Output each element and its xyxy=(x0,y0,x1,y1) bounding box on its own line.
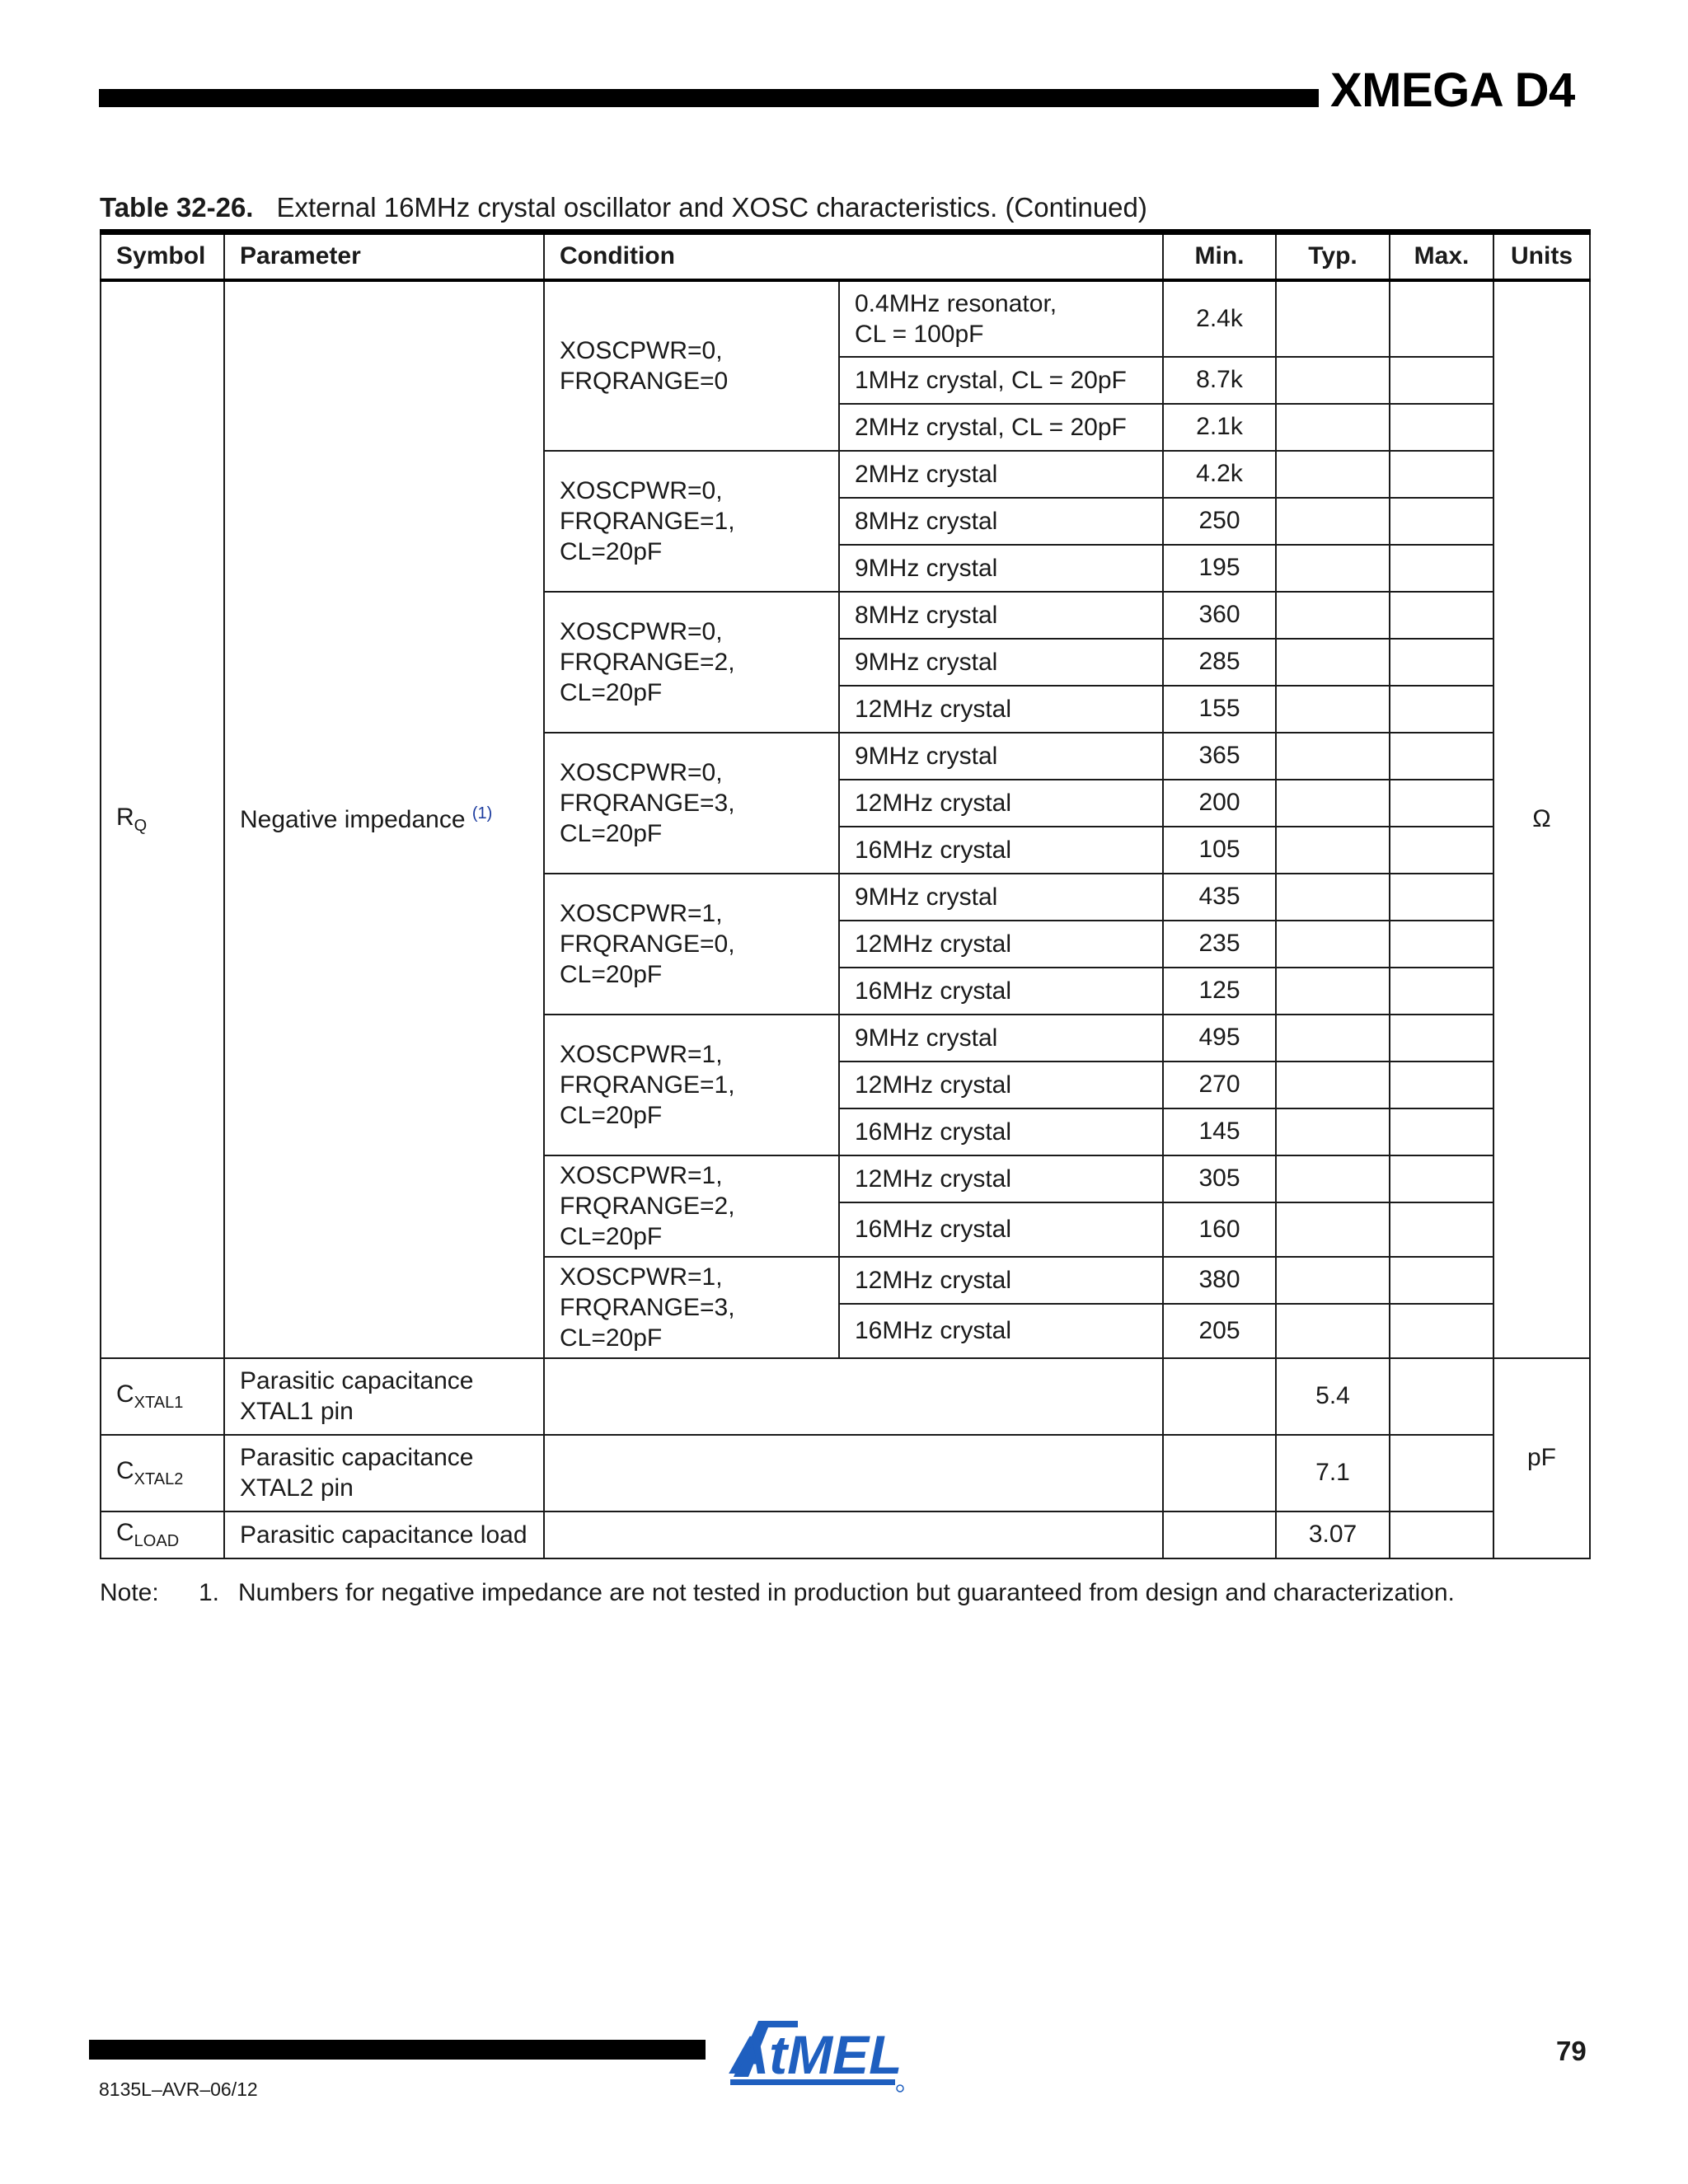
symbol-main: C xyxy=(116,1456,134,1484)
table-header-row xyxy=(101,232,1590,280)
typ-cell xyxy=(1276,874,1390,921)
typ-cell xyxy=(1276,1015,1390,1062)
min-cell: 305 xyxy=(1163,1155,1276,1202)
cell-line: 16MHz crystal xyxy=(855,836,1012,864)
parameter-cell xyxy=(224,1511,544,1558)
min-cell: 380 xyxy=(1163,1257,1276,1304)
typ-cell xyxy=(1276,357,1390,404)
condition-detail-cell xyxy=(839,780,1163,827)
cell-line: FRQRANGE=3, xyxy=(560,1293,735,1321)
typ-cell xyxy=(1276,1304,1390,1358)
cell-line: CL = 100pF xyxy=(855,320,984,348)
condition-detail-cell xyxy=(839,1062,1163,1108)
max-cell xyxy=(1390,451,1493,498)
cell-line: 9MHz crystal xyxy=(855,742,998,770)
max-cell xyxy=(1390,592,1493,639)
note-reference: (1) xyxy=(471,804,493,823)
max-cell xyxy=(1390,733,1493,780)
cell-line: FRQRANGE=1, xyxy=(560,507,735,535)
cell-line: CL=20pF xyxy=(560,819,663,847)
table-row xyxy=(101,1435,1590,1511)
symbol-cell xyxy=(101,1358,224,1435)
cell-line: XOSCPWR=0, xyxy=(560,336,723,364)
symbol-subscript: XTAL2 xyxy=(134,1469,184,1488)
header-parameter: Parameter xyxy=(224,232,544,280)
min-cell: 105 xyxy=(1163,827,1276,874)
table-caption-label: Table 32-26. xyxy=(100,192,254,223)
max-cell xyxy=(1390,1435,1493,1511)
cell-line: Parasitic capacitance load xyxy=(240,1521,528,1549)
symbol-cell xyxy=(101,280,224,1358)
cell-line: 9MHz crystal xyxy=(855,1024,998,1052)
max-cell xyxy=(1390,280,1493,357)
min-cell: 155 xyxy=(1163,686,1276,733)
typ-cell xyxy=(1276,498,1390,545)
header-rule xyxy=(99,89,1319,107)
note-number: 1. xyxy=(199,1579,220,1606)
typ-cell xyxy=(1276,1257,1390,1304)
condition-group-cell xyxy=(544,451,839,592)
condition-group-cell xyxy=(544,592,839,733)
symbol-subscript: Q xyxy=(134,816,148,835)
min-cell: 8.7k xyxy=(1163,357,1276,404)
typ-cell: 5.4 xyxy=(1276,1358,1390,1435)
condition-detail-cell xyxy=(839,686,1163,733)
condition-cell xyxy=(544,1511,1163,1558)
min-cell: 235 xyxy=(1163,921,1276,968)
table-note xyxy=(100,1579,1455,1607)
symbol-subscript: XTAL1 xyxy=(134,1393,184,1412)
cell-line: CL=20pF xyxy=(560,960,663,988)
cell-line: 12MHz crystal xyxy=(855,695,1012,723)
condition-detail-cell xyxy=(839,874,1163,921)
cell-line: CL=20pF xyxy=(560,1101,663,1129)
cell-line: 9MHz crystal xyxy=(855,554,998,582)
max-cell xyxy=(1390,498,1493,545)
cell-line: Parasitic capacitance xyxy=(240,1367,474,1394)
condition-detail-cell xyxy=(839,1257,1163,1304)
cell-line: CL=20pF xyxy=(560,1324,663,1352)
cell-line: 9MHz crystal xyxy=(855,883,998,911)
max-cell xyxy=(1390,1015,1493,1062)
typ-cell xyxy=(1276,404,1390,451)
min-cell: 250 xyxy=(1163,498,1276,545)
min-cell: 205 xyxy=(1163,1304,1276,1358)
cell-line: Parasitic capacitance xyxy=(240,1444,474,1471)
condition-detail-cell xyxy=(839,921,1163,968)
cell-line: 12MHz crystal xyxy=(855,1266,1012,1294)
note-text: Numbers for negative impedance are not tested in production but guaranteed from design and characterization. xyxy=(238,1579,1455,1606)
table-row xyxy=(101,1511,1590,1558)
min-cell: 125 xyxy=(1163,968,1276,1015)
header-units: Units xyxy=(1493,232,1590,280)
symbol-main: R xyxy=(116,803,134,831)
symbol-cell xyxy=(101,1511,224,1558)
condition-detail-cell xyxy=(839,545,1163,592)
cell-line: 12MHz crystal xyxy=(855,1165,1012,1193)
cell-line: 8MHz crystal xyxy=(855,601,998,629)
min-cell: 4.2k xyxy=(1163,451,1276,498)
min-cell: 285 xyxy=(1163,639,1276,686)
header-symbol: Symbol xyxy=(101,232,224,280)
typ-cell xyxy=(1276,1108,1390,1155)
symbol-subscript: LOAD xyxy=(134,1531,180,1550)
table-row xyxy=(101,1358,1590,1435)
header-min: Min. xyxy=(1163,232,1276,280)
condition-cell xyxy=(544,1358,1163,1435)
cell-line: CL=20pF xyxy=(560,537,663,565)
cell-line: 16MHz crystal xyxy=(855,1216,1012,1243)
typ-cell xyxy=(1276,686,1390,733)
max-cell xyxy=(1390,874,1493,921)
symbol-cell xyxy=(101,1435,224,1511)
cell-line: 12MHz crystal xyxy=(855,1071,1012,1099)
max-cell xyxy=(1390,404,1493,451)
cell-line: CL=20pF xyxy=(560,678,663,706)
cell-line: 16MHz crystal xyxy=(855,1118,1012,1146)
page-number: 79 xyxy=(1556,2036,1587,2066)
cell-line: 16MHz crystal xyxy=(855,1317,1012,1344)
cell-line: XOSCPWR=1, xyxy=(560,899,723,927)
condition-detail-cell xyxy=(839,1015,1163,1062)
typ-cell xyxy=(1276,1155,1390,1202)
condition-detail-cell xyxy=(839,733,1163,780)
condition-detail-cell xyxy=(839,1304,1163,1358)
condition-group-cell xyxy=(544,733,839,874)
max-cell xyxy=(1390,1511,1493,1558)
typ-cell xyxy=(1276,780,1390,827)
typ-cell xyxy=(1276,968,1390,1015)
table-caption-title: External 16MHz crystal oscillator and XOSC characteristics. (Continued) xyxy=(276,192,1147,223)
units-cell: Ω xyxy=(1493,280,1590,1358)
cell-line: 12MHz crystal xyxy=(855,930,1012,958)
typ-cell xyxy=(1276,1062,1390,1108)
condition-group-cell xyxy=(544,1155,839,1257)
page-header-title: XMEGA D4 xyxy=(1330,63,1575,117)
max-cell xyxy=(1390,1202,1493,1257)
max-cell xyxy=(1390,1304,1493,1358)
cell-line: XTAL2 pin xyxy=(240,1474,354,1502)
min-cell: 270 xyxy=(1163,1062,1276,1108)
cell-line: FRQRANGE=1, xyxy=(560,1071,735,1099)
condition-detail-cell xyxy=(839,968,1163,1015)
cell-line: FRQRANGE=0, xyxy=(560,930,735,958)
max-cell xyxy=(1390,639,1493,686)
table-caption xyxy=(100,192,1147,223)
condition-cell xyxy=(544,1435,1163,1511)
cell-line: FRQRANGE=3, xyxy=(560,789,735,817)
max-cell xyxy=(1390,357,1493,404)
max-cell xyxy=(1390,1358,1493,1435)
cell-line: 1MHz crystal, CL = 20pF xyxy=(855,366,1127,394)
condition-detail-cell xyxy=(839,592,1163,639)
cell-line: 16MHz crystal xyxy=(855,977,1012,1005)
condition-detail-cell xyxy=(839,639,1163,686)
max-cell xyxy=(1390,1257,1493,1304)
typ-cell: 3.07 xyxy=(1276,1511,1390,1558)
document-id: 8135L–AVR–06/12 xyxy=(99,2079,258,2100)
footer-rule xyxy=(89,2040,706,2060)
condition-group-cell xyxy=(544,1257,839,1358)
min-cell: 160 xyxy=(1163,1202,1276,1257)
min-cell: 2.4k xyxy=(1163,280,1276,357)
cell-line: 2MHz crystal, CL = 20pF xyxy=(855,413,1127,441)
cell-line: XTAL1 pin xyxy=(240,1398,354,1425)
logo-wordmark: AtMEL xyxy=(729,2024,903,2085)
condition-detail-cell xyxy=(839,827,1163,874)
typ-cell xyxy=(1276,827,1390,874)
condition-detail-cell xyxy=(839,1155,1163,1202)
typ-cell xyxy=(1276,280,1390,357)
note-label: Note: xyxy=(100,1579,159,1606)
min-cell: 2.1k xyxy=(1163,404,1276,451)
max-cell xyxy=(1390,545,1493,592)
cell-line: XOSCPWR=0, xyxy=(560,617,723,645)
spec-table xyxy=(100,229,1591,1559)
min-cell: 360 xyxy=(1163,592,1276,639)
condition-detail-cell xyxy=(839,1108,1163,1155)
parameter-text: Negative impedance xyxy=(240,806,472,833)
min-cell xyxy=(1163,1435,1276,1511)
min-cell xyxy=(1163,1358,1276,1435)
header-max: Max. xyxy=(1390,232,1493,280)
condition-group-cell xyxy=(544,280,839,451)
parameter-cell xyxy=(224,280,544,1358)
min-cell: 435 xyxy=(1163,874,1276,921)
condition-detail-cell xyxy=(839,404,1163,451)
condition-detail-cell xyxy=(839,451,1163,498)
table-row xyxy=(101,280,1590,357)
parameter-cell xyxy=(224,1435,544,1511)
min-cell: 145 xyxy=(1163,1108,1276,1155)
atmel-logo xyxy=(725,2011,907,2093)
header-condition: Condition xyxy=(544,232,1163,280)
cell-line: 2MHz crystal xyxy=(855,460,998,488)
max-cell xyxy=(1390,968,1493,1015)
max-cell xyxy=(1390,1062,1493,1108)
units-cell: pF xyxy=(1493,1358,1590,1558)
cell-line: FRQRANGE=2, xyxy=(560,1192,735,1220)
typ-cell xyxy=(1276,592,1390,639)
cell-line: XOSCPWR=1, xyxy=(560,1263,723,1291)
max-cell xyxy=(1390,780,1493,827)
min-cell: 195 xyxy=(1163,545,1276,592)
cell-line: 8MHz crystal xyxy=(855,507,998,535)
typ-cell xyxy=(1276,921,1390,968)
condition-group-cell xyxy=(544,874,839,1015)
min-cell xyxy=(1163,1511,1276,1558)
cell-line: CL=20pF xyxy=(560,1222,663,1250)
max-cell xyxy=(1390,1108,1493,1155)
symbol-main: C xyxy=(116,1518,134,1546)
typ-cell: 7.1 xyxy=(1276,1435,1390,1511)
typ-cell xyxy=(1276,639,1390,686)
cell-line: XOSCPWR=1, xyxy=(560,1040,723,1068)
condition-detail-cell xyxy=(839,1202,1163,1257)
typ-cell xyxy=(1276,733,1390,780)
min-cell: 200 xyxy=(1163,780,1276,827)
cell-line: 0.4MHz resonator, xyxy=(855,289,1057,317)
cell-line: XOSCPWR=0, xyxy=(560,476,723,504)
condition-detail-cell xyxy=(839,498,1163,545)
typ-cell xyxy=(1276,1202,1390,1257)
condition-detail-cell xyxy=(839,357,1163,404)
condition-group-cell xyxy=(544,1015,839,1155)
typ-cell xyxy=(1276,451,1390,498)
min-cell: 495 xyxy=(1163,1015,1276,1062)
typ-cell xyxy=(1276,545,1390,592)
max-cell xyxy=(1390,827,1493,874)
condition-detail-cell xyxy=(839,280,1163,357)
header-typ: Typ. xyxy=(1276,232,1390,280)
cell-line: XOSCPWR=0, xyxy=(560,758,723,786)
table-body xyxy=(101,280,1590,1558)
cell-line: 9MHz crystal xyxy=(855,648,998,676)
max-cell xyxy=(1390,921,1493,968)
symbol-main: C xyxy=(116,1380,134,1408)
max-cell xyxy=(1390,1155,1493,1202)
cell-line: FRQRANGE=2, xyxy=(560,648,735,676)
cell-line: 12MHz crystal xyxy=(855,789,1012,817)
min-cell: 365 xyxy=(1163,733,1276,780)
parameter-cell xyxy=(224,1358,544,1435)
cell-line: FRQRANGE=0 xyxy=(560,367,729,395)
max-cell xyxy=(1390,686,1493,733)
cell-line: XOSCPWR=1, xyxy=(560,1161,723,1189)
